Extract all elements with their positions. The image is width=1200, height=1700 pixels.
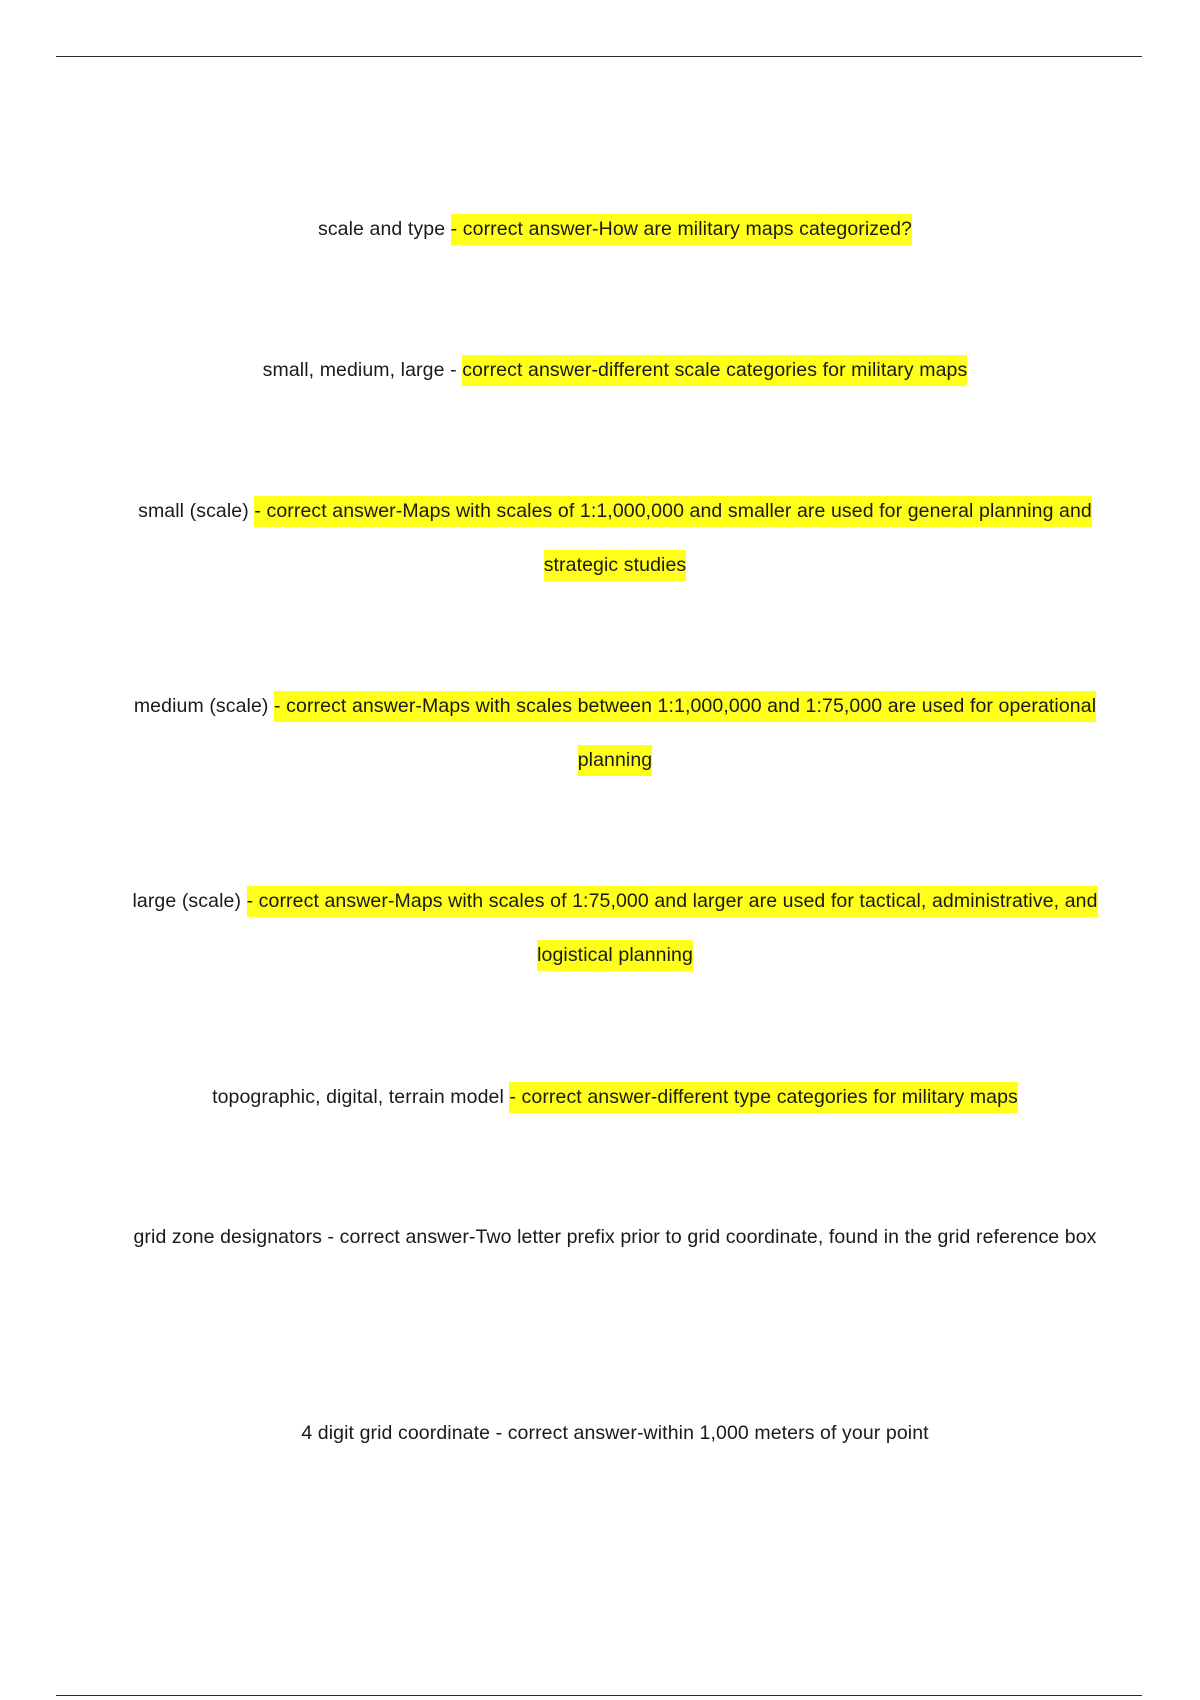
flashcard-entry: [130, 343, 1100, 397]
entry-text: grid zone designators - correct answer-Two letter prefix prior to grid coordinate, found in the grid reference box: [133, 1226, 1097, 1248]
flashcard-entry: [130, 484, 1100, 592]
entry-term: topographic, digital, terrain model: [212, 1086, 510, 1108]
flashcard-entry: [130, 1406, 1100, 1460]
entry-term: scale and type: [317, 218, 451, 240]
flashcard-entry: [130, 874, 1100, 982]
flashcard-entry: [130, 1210, 1100, 1264]
entry-term: large (scale): [132, 890, 247, 912]
entry-answer-highlight: correct answer-different scale categories for military maps: [462, 355, 967, 386]
entry-answer-highlight: - correct answer-How are military maps categorized?: [451, 214, 912, 245]
entry-answer-highlight: - correct answer-Maps with scales of 1:1,000,000 and smaller are used for general planning and strategic studies: [254, 496, 1092, 581]
entry-term: medium (scale): [133, 695, 275, 717]
page-bottom-rule: [56, 1695, 1142, 1696]
page-top-rule: [56, 56, 1142, 57]
entry-term: small (scale): [138, 500, 255, 522]
entry-term: small, medium, large -: [262, 359, 463, 381]
flashcard-entry: [130, 1070, 1100, 1124]
entry-answer-highlight: - correct answer-different type categories for military maps: [509, 1082, 1018, 1113]
flashcard-entry: [130, 679, 1100, 787]
entry-answer-highlight: - correct answer-Maps with scales of 1:75,000 and larger are used for tactical, administrative, and logistical planning: [247, 886, 1098, 971]
entry-text: 4 digit grid coordinate - correct answer-within 1,000 meters of your point: [301, 1422, 929, 1444]
entry-answer-highlight: - correct answer-Maps with scales between 1:1,000,000 and 1:75,000 are used for operational planning: [274, 691, 1096, 776]
flashcard-entry: [130, 202, 1100, 256]
